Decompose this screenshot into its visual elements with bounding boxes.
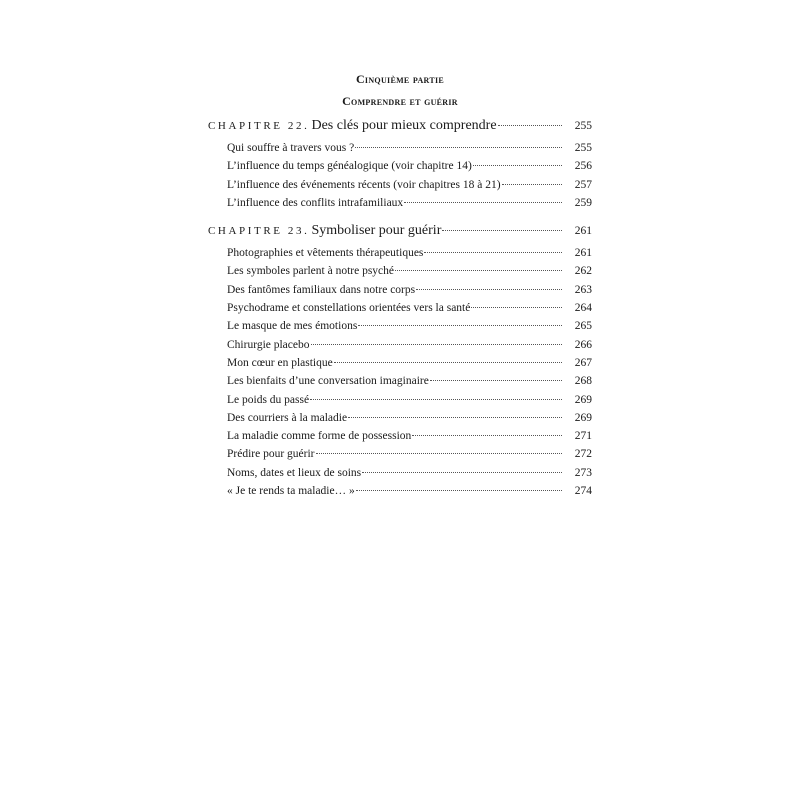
page-number: 262 [574, 265, 592, 278]
page-number: 269 [574, 393, 592, 406]
dot-leader [348, 417, 562, 418]
page-number: 272 [574, 448, 592, 461]
dot-leader [424, 252, 562, 253]
toc-entry [208, 448, 592, 466]
dot-leader [358, 325, 562, 326]
page-number: 269 [574, 411, 592, 424]
toc-entry [208, 142, 592, 160]
toc-entry [208, 375, 592, 393]
chapter-22 [208, 118, 592, 215]
page-number: 256 [574, 160, 592, 173]
page-number: 273 [574, 466, 592, 479]
chapter-title: Symboliser pour guérir [311, 223, 442, 239]
entry-title: Des courriers à la maladie [227, 411, 348, 424]
page-number: 271 [574, 430, 592, 443]
part-header [0, 68, 800, 112]
dot-leader [356, 490, 562, 491]
dot-leader [412, 435, 562, 436]
entry-title: La maladie comme forme de possession [227, 430, 412, 443]
entry-title: Mon cœur en plastique [227, 356, 333, 369]
chapter-23 [208, 223, 592, 503]
toc-entry [208, 247, 592, 265]
page-number: 261 [574, 225, 592, 238]
page-number: 263 [574, 283, 592, 296]
page-number: 267 [574, 356, 592, 369]
toc-entry [208, 284, 592, 302]
toc-entry [208, 265, 592, 283]
page-number: 257 [574, 178, 592, 191]
dot-leader [355, 147, 562, 148]
chapter-title: Des clés pour mieux comprendre [311, 118, 497, 133]
dot-leader [502, 184, 562, 185]
entry-title: Des fantômes familiaux dans notre corps [227, 283, 416, 296]
toc-entry [208, 197, 592, 215]
page-number: 266 [574, 338, 592, 351]
entry-title: Qui souffre à travers vous ? [227, 142, 355, 154]
dot-leader [430, 380, 562, 381]
entry-title: Le masque de mes émotions [227, 320, 358, 333]
page-number: 268 [574, 375, 592, 388]
page-number: 264 [574, 302, 592, 315]
toc-entry [208, 302, 592, 320]
dot-leader [442, 230, 562, 231]
entry-title: Le poids du passé [227, 393, 310, 406]
dot-leader [404, 202, 562, 203]
dot-leader [498, 125, 562, 126]
dot-leader [473, 165, 562, 166]
dot-leader [471, 307, 562, 308]
chapter-heading [208, 118, 592, 142]
entry-title: L’influence du temps généalogique (voir chapitre 14) [227, 160, 472, 173]
toc-entry [208, 357, 592, 375]
toc-entry [208, 160, 592, 178]
toc-entry [208, 339, 592, 357]
entry-title: L’influence des événements récents (voir chapitres 18 à 21) [227, 178, 501, 191]
dot-leader [310, 399, 562, 400]
dot-leader [316, 453, 563, 454]
dot-leader [395, 270, 562, 271]
toc-entry [208, 467, 592, 485]
toc-entry [208, 412, 592, 430]
entry-title: Prédire pour guérir [227, 448, 315, 461]
entry-title: Les symboles parlent à notre psyché [227, 265, 395, 278]
entry-title: Psychodrame et constellations orientées vers la santé [227, 302, 471, 315]
dot-leader [311, 344, 563, 345]
entry-title: Les bienfaits d’une conversation imaginaire [227, 375, 429, 388]
part-label: Cinquième partie [355, 72, 445, 86]
entry-title: Chirurgie placebo [227, 338, 310, 351]
page-number: 265 [574, 320, 592, 333]
entry-title: Photographies et vêtements thérapeutiques [227, 247, 424, 260]
entry-title: « Je te rends ta maladie… » [227, 485, 355, 498]
dot-leader [416, 289, 562, 290]
dot-leader [334, 362, 562, 363]
dot-leader [362, 472, 562, 473]
toc-entry [208, 394, 592, 412]
chapter-number: CHAPITRE 22. [208, 120, 310, 132]
toc-entry [208, 430, 592, 448]
toc-entry [208, 179, 592, 197]
page-number: 255 [574, 142, 592, 154]
page-number: 259 [574, 196, 592, 209]
part-title: Comprendre et guérir [342, 94, 458, 108]
toc-entry [208, 320, 592, 338]
entry-title: L’influence des conflits intrafamiliaux [227, 196, 404, 209]
entry-title: Noms, dates et lieux de soins [227, 466, 362, 479]
chapter-heading [208, 223, 592, 247]
page-number: 274 [574, 485, 592, 498]
table-of-contents [208, 118, 592, 511]
toc-entry [208, 485, 592, 503]
page-number: 261 [574, 247, 592, 260]
chapter-number: CHAPITRE 23. [208, 225, 310, 238]
page-number: 255 [574, 120, 592, 132]
